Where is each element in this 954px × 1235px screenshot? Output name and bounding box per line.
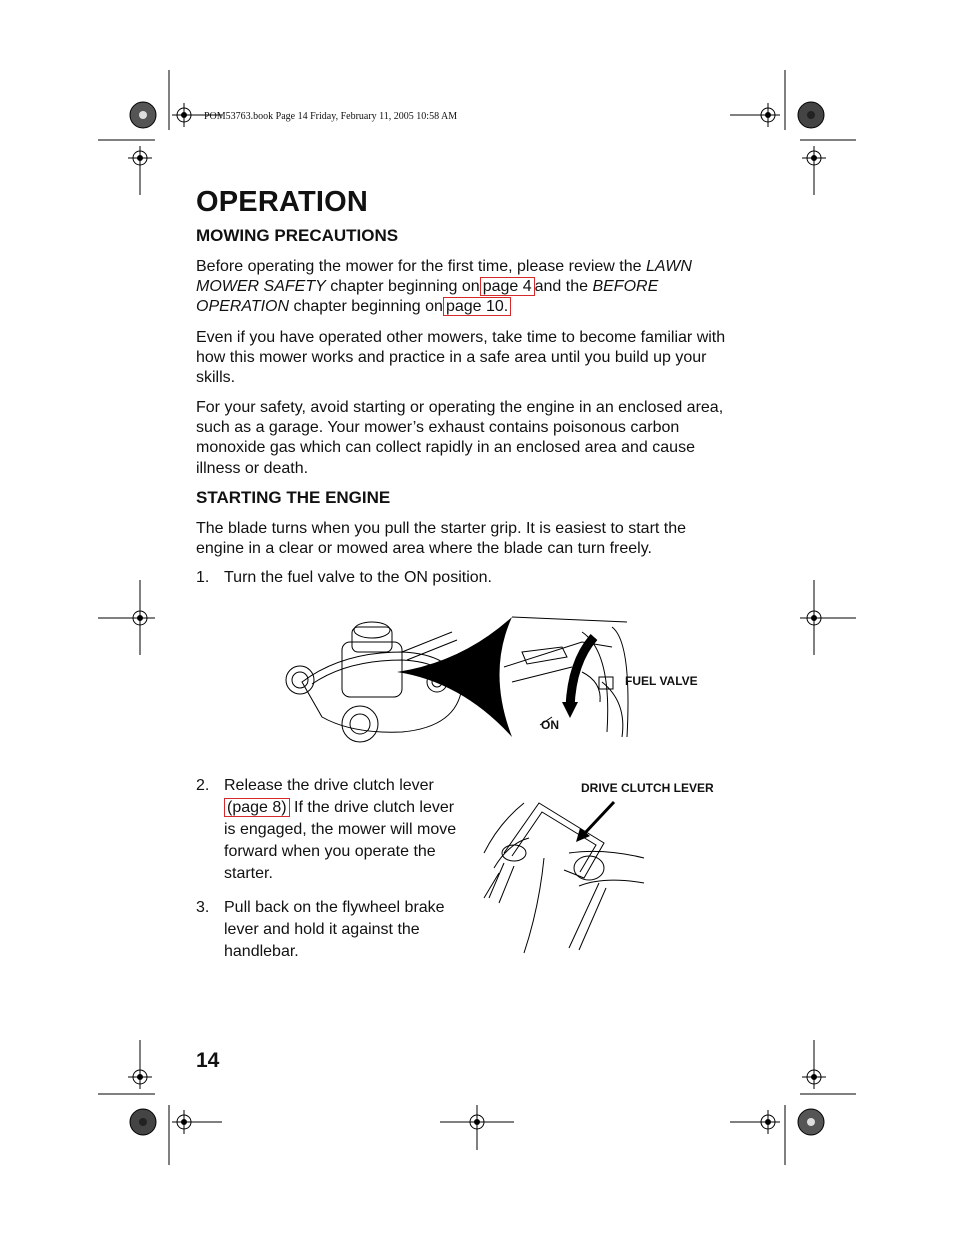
page-8-link[interactable]: (page 8) (224, 798, 290, 817)
step-1-number: 1. (196, 569, 210, 586)
fuel-valve-illustration (282, 612, 642, 752)
step-3-text: Pull back on the flywheel brake lever and hold it against the handlebar. (224, 899, 445, 960)
para-text: Before operating the mower for the first time, please review the (196, 258, 646, 275)
on-position-callout: ON (541, 718, 559, 732)
page-4-link[interactable]: page 4 (480, 277, 535, 296)
mowing-precautions-paragraph-2: Even if you have operated other mowers, take time to become familiar with how this mower works and practice in a safe area until you build up your skills. (196, 329, 726, 387)
step-2-text-a: Release the drive clutch lever (224, 777, 434, 794)
step-2-number: 2. (196, 777, 210, 794)
starting-engine-intro: The blade turns when you pull the starter grip. It is easiest to start the engine in a clear or mowed area where the blade can turn freely. (196, 520, 687, 558)
drive-clutch-illustration (484, 798, 649, 953)
mowing-precautions-paragraph-3: For your safety, avoid starting or operating the engine in an enclosed area, such as a garage. Your mower’s exhaust contains poisonous carbon monoxide gas which can collect rapidly in an enclosed area and cause illness or death. (196, 399, 724, 477)
mowing-precautions-paragraph-1 (196, 257, 736, 318)
print-header-slug: POM53763.book Page 14 Friday, February 11, 2005 10:58 AM (204, 111, 458, 122)
para-text: chapter beginning on (325, 278, 480, 296)
chapter-title-lawn-mower-safety: LAWN MOWER SAFETY (196, 258, 692, 296)
step-2-text (224, 775, 469, 885)
page-number: 14 (196, 1049, 220, 1072)
para-text: and the (534, 278, 593, 296)
section-title: OPERATION (196, 186, 369, 218)
page-10-link[interactable]: page 10. (443, 297, 511, 316)
fuel-valve-callout: FUEL VALVE (625, 674, 698, 688)
drive-clutch-lever-callout: DRIVE CLUTCH LEVER (581, 781, 714, 795)
step-2-text-b: If the drive clutch lever is engaged, the mower will move forward when you operate the starter. (224, 799, 457, 882)
step-3-number: 3. (196, 899, 210, 916)
para-text: chapter beginning on (289, 298, 443, 316)
chapter-title-before-operation: BEFORE OPERATION (196, 278, 659, 316)
starting-engine-heading: STARTING THE ENGINE (196, 488, 391, 507)
mowing-precautions-heading: MOWING PRECAUTIONS (196, 226, 399, 245)
step-1-text: Turn the fuel valve to the ON position. (224, 569, 492, 586)
